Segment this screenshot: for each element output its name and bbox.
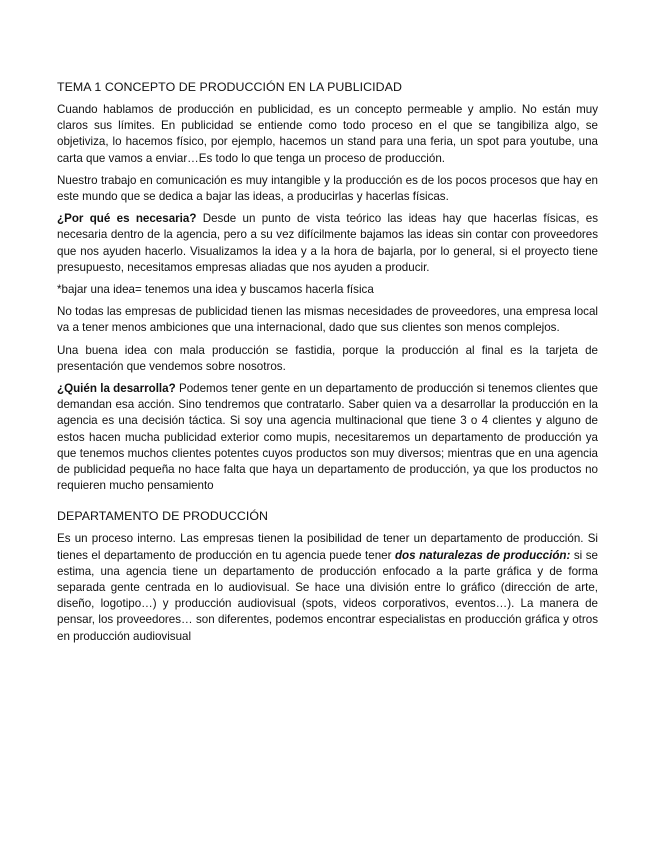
answer-why-necessary: Desde un punto de vista teórico las ideas hay que hacerlas físicas, es necesaria dentro de la agencia, pero a su vez difícilmente bajamos las ideas sin contar con proveedores que nos ayuden hacerlo. Visualizamos la idea y a la hora de bajarla, por lo general, si el proyecto tiene presupuesto, necesitamos empresas aliadas que nos ayuden a producir.: [57, 212, 598, 274]
question-who-develops: ¿Quién la desarrolla?: [57, 382, 176, 396]
departamento-text-b: si se estima, una agencia tiene un departamento de producción enfocado a la parte gráfica y de forma separada gente centrada en lo audiovisual. Se hace una división entre lo gráfico (dirección de arte, diseño, logotipo…) y producción audiovisual (spots, videos corporativos, eventos…). La manera de pensar, los proveedores… son diferentes, podemos encontrar especialistas en producción gráfica y otros en producción audiovisual: [57, 548, 598, 643]
paragraph-good-idea: Una buena idea con mala producción se fastidia, porque la producción al final es la tarjeta de presentación que vendemos sobre nosotros.: [57, 343, 598, 373]
paragraph-providers: No todas las empresas de publicidad tienen las mismas necesidades de proveedores, una empresa local va a tener menos ambiciones que una internacional, dado que sus clientes son menos complejos.: [57, 305, 598, 335]
paragraph-note-bajar-idea: *bajar una idea= tenemos una idea y buscamos hacerla física: [57, 283, 374, 297]
departamento-emphasis: dos naturalezas de producción:: [394, 548, 571, 562]
question-why-necessary: ¿Por qué es necesaria?: [57, 212, 197, 226]
paragraph-who-develops: [57, 381, 598, 494]
departamento-text-a: Es un proceso interno. Las empresas tienen la posibilidad de tener un departamento de producción. Si tienes el departamento de producción en tu agencia puede tener: [57, 532, 598, 562]
document-title: TEMA 1 CONCEPTO DE PRODUCCIÓN EN LA PUBLICIDAD: [57, 80, 402, 94]
answer-who-develops: Podemos tener gente en un departamento de producción si tenemos clientes que demandan esa acción. Sino tendremos que contratarlo. Saber quien va a desarrollar la producción en la agencia es una decisión táctica. Si soy una agencia multinacional que tiene 3 o 4 clientes y alguno de estos hacen mucha publicidad exterior como mupis, necesitaremos un departamento de producción ya que tenemos muchos clientes potentes cuyos productos son muy diversos; mientras que en una agencia de publicidad pequeña no hace falta que haya un departamento de producción, ya que los productos no requieren mucho pensamiento: [57, 382, 598, 493]
section-title-departamento: DEPARTAMENTO DE PRODUCCIÓN: [57, 509, 269, 524]
paragraph-departamento: [57, 531, 598, 644]
paragraph-why-necessary: [57, 211, 598, 276]
paragraph-intangible: Nuestro trabajo en comunicación es muy intangible y la producción es de los pocos procesos que hay en este mundo que se dedica a bajar las ideas, a producirlas y hacerlas físicas.: [57, 173, 598, 204]
paragraph-intro: Cuando hablamos de producción en publicidad, es un concepto permeable y amplio. No están muy claros sus límites. En publicidad se entiende como todo proceso en el que se tangibiliza algo, se objetiviza, lo hacemos físico, por ejemplo, hacemos un stand para una feria, un spot para youtube, una carta que vamos a enviar…Es todo lo que tenga un proceso de producción.: [57, 103, 598, 165]
